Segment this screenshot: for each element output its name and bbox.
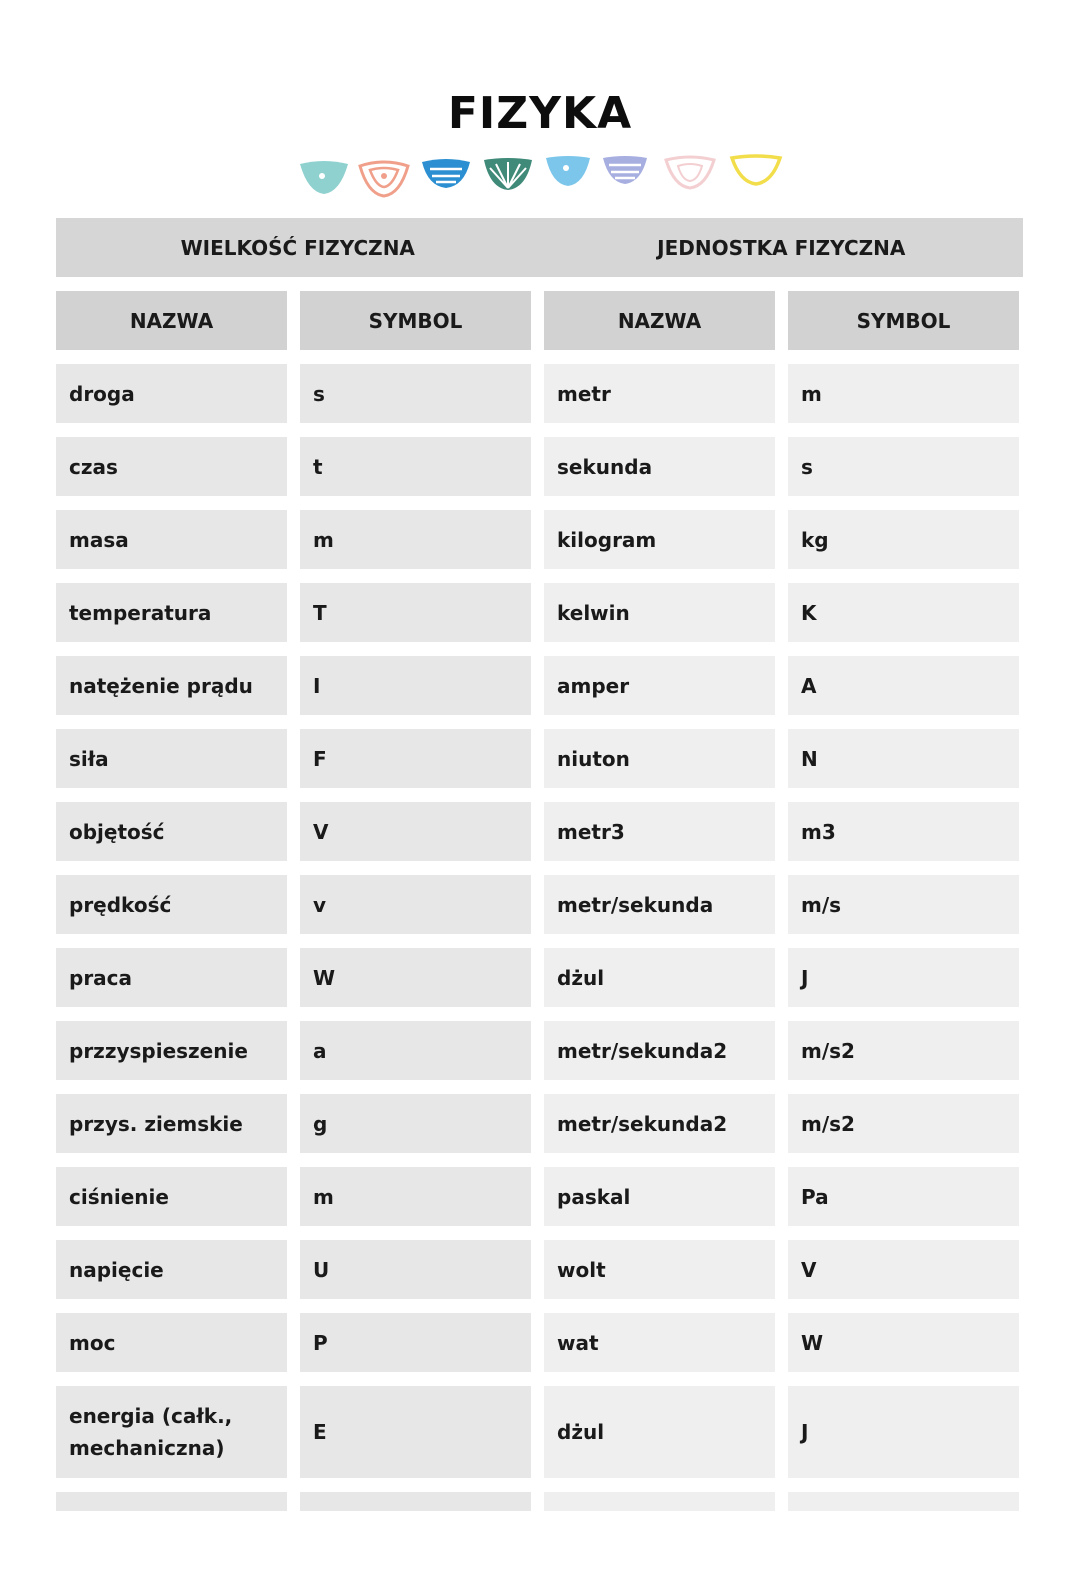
quantity-name-cell: ciśnienie: [56, 1167, 287, 1226]
green-leaf-bowl-icon: [484, 158, 532, 190]
unit-symbol-cell: m: [788, 364, 1019, 423]
quantity-symbol-cell: m: [300, 510, 531, 569]
table-row: [56, 1167, 1023, 1226]
quantity-symbol-cell: U: [300, 1240, 531, 1299]
quantity-name-cell: temperatura: [56, 583, 287, 642]
table-row: [56, 1021, 1023, 1080]
table-row: [56, 583, 1023, 642]
unit-symbol-cell: Pa: [788, 1167, 1019, 1226]
quantity-name-cell: siła: [56, 729, 287, 788]
quantity-name-cell: masa: [56, 510, 287, 569]
table-row: [56, 802, 1023, 861]
quantity-name-cell: droga: [56, 364, 287, 423]
quantity-symbol-cell: I: [300, 656, 531, 715]
unit-name-cell: kelwin: [544, 583, 775, 642]
unit-symbol-cell: K: [788, 583, 1019, 642]
yellow-outline-bowl-icon: [732, 156, 780, 184]
unit-name-cell: [544, 1492, 775, 1511]
quantity-name-cell: [56, 1492, 287, 1511]
unit-symbol-cell: m/s2: [788, 1094, 1019, 1153]
quantity-symbol-cell: V: [300, 802, 531, 861]
quantity-symbol-cell: [300, 1492, 531, 1511]
unit-symbol-cell: J: [788, 948, 1019, 1007]
unit-symbol-cell: [788, 1492, 1019, 1511]
unit-name-cell: metr/sekunda2: [544, 1021, 775, 1080]
coral-spiral-bowl-icon: [360, 162, 408, 196]
column-header-quantity-name: NAZWA: [56, 291, 287, 350]
quantity-name-cell: moc: [56, 1313, 287, 1372]
quantity-symbol-cell: s: [300, 364, 531, 423]
unit-name-cell: metr/sekunda: [544, 875, 775, 934]
table-row: [56, 948, 1023, 1007]
unit-symbol-cell: s: [788, 437, 1019, 496]
table-row: [56, 875, 1023, 934]
table-row-cut-off: [56, 1492, 1023, 1511]
column-header-unit-symbol: SYMBOL: [788, 291, 1019, 350]
unit-symbol-cell: m/s2: [788, 1021, 1019, 1080]
quantity-name-cell: praca: [56, 948, 287, 1007]
quantity-name-cell: napięcie: [56, 1240, 287, 1299]
unit-symbol-cell: m3: [788, 802, 1019, 861]
quantity-symbol-cell: g: [300, 1094, 531, 1153]
unit-name-cell: kilogram: [544, 510, 775, 569]
unit-name-cell: wolt: [544, 1240, 775, 1299]
quantity-symbol-cell: a: [300, 1021, 531, 1080]
unit-name-cell: paskal: [544, 1167, 775, 1226]
quantity-name-cell: przzyspieszenie: [56, 1021, 287, 1080]
table-row: [56, 364, 1023, 423]
physics-table-header: [56, 218, 1023, 350]
blue-striped-bowl-icon: [422, 159, 470, 188]
group-header-unit: JEDNOSTKA FIZYCZNA: [657, 235, 906, 260]
table-row: [56, 729, 1023, 788]
unit-name-cell: amper: [544, 656, 775, 715]
table-row: [56, 1240, 1023, 1299]
quantity-name-cell: objętość: [56, 802, 287, 861]
lightblue-dot-bowl-icon: [546, 156, 590, 186]
unit-symbol-cell: N: [788, 729, 1019, 788]
quantity-symbol-cell: P: [300, 1313, 531, 1372]
unit-name-cell: metr/sekunda2: [544, 1094, 775, 1153]
quantity-name-cell: przys. ziemskie: [56, 1094, 287, 1153]
group-header-row: [56, 218, 1023, 277]
unit-name-cell: dżul: [544, 1386, 775, 1478]
quantity-symbol-cell: W: [300, 948, 531, 1007]
column-header-quantity-symbol: SYMBOL: [300, 291, 531, 350]
column-header-unit-name: NAZWA: [544, 291, 775, 350]
unit-name-cell: wat: [544, 1313, 775, 1372]
quantity-name-cell: prędkość: [56, 875, 287, 934]
group-header-quantity: WIELKOŚĆ FIZYCZNA: [180, 235, 415, 260]
page-title: FIZYKA: [447, 88, 633, 139]
table-row: [56, 1313, 1023, 1372]
unit-name-cell: sekunda: [544, 437, 775, 496]
unit-symbol-cell: kg: [788, 510, 1019, 569]
table-row: [56, 510, 1023, 569]
unit-name-cell: metr3: [544, 802, 775, 861]
unit-name-cell: metr: [544, 364, 775, 423]
quantity-name-cell: natężenie prądu: [56, 656, 287, 715]
table-row: [56, 437, 1023, 496]
unit-symbol-cell: W: [788, 1313, 1019, 1372]
quantity-symbol-cell: T: [300, 583, 531, 642]
unit-symbol-cell: V: [788, 1240, 1019, 1299]
quantity-symbol-cell: t: [300, 437, 531, 496]
quantity-symbol-cell: F: [300, 729, 531, 788]
table-row: [56, 1386, 1023, 1478]
unit-name-cell: niuton: [544, 729, 775, 788]
quantity-name-cell: czas: [56, 437, 287, 496]
table-row: [56, 656, 1023, 715]
unit-symbol-cell: J: [788, 1386, 1019, 1478]
unit-name-cell: dżul: [544, 948, 775, 1007]
decorative-bowls: [296, 152, 786, 202]
pink-spiral-bowl-icon: [666, 157, 714, 188]
unit-symbol-cell: m/s: [788, 875, 1019, 934]
quantity-symbol-cell: v: [300, 875, 531, 934]
quantity-symbol-cell: m: [300, 1167, 531, 1226]
quantity-symbol-cell: E: [300, 1386, 531, 1478]
unit-symbol-cell: A: [788, 656, 1019, 715]
column-header-row: [56, 291, 1023, 350]
teal-bowl-icon: [300, 161, 348, 194]
lavender-striped-bowl-icon: [603, 156, 647, 184]
table-row: [56, 1094, 1023, 1153]
quantity-name-cell: energia (całk., mechaniczna): [56, 1386, 287, 1478]
table-body: [56, 364, 1023, 1511]
